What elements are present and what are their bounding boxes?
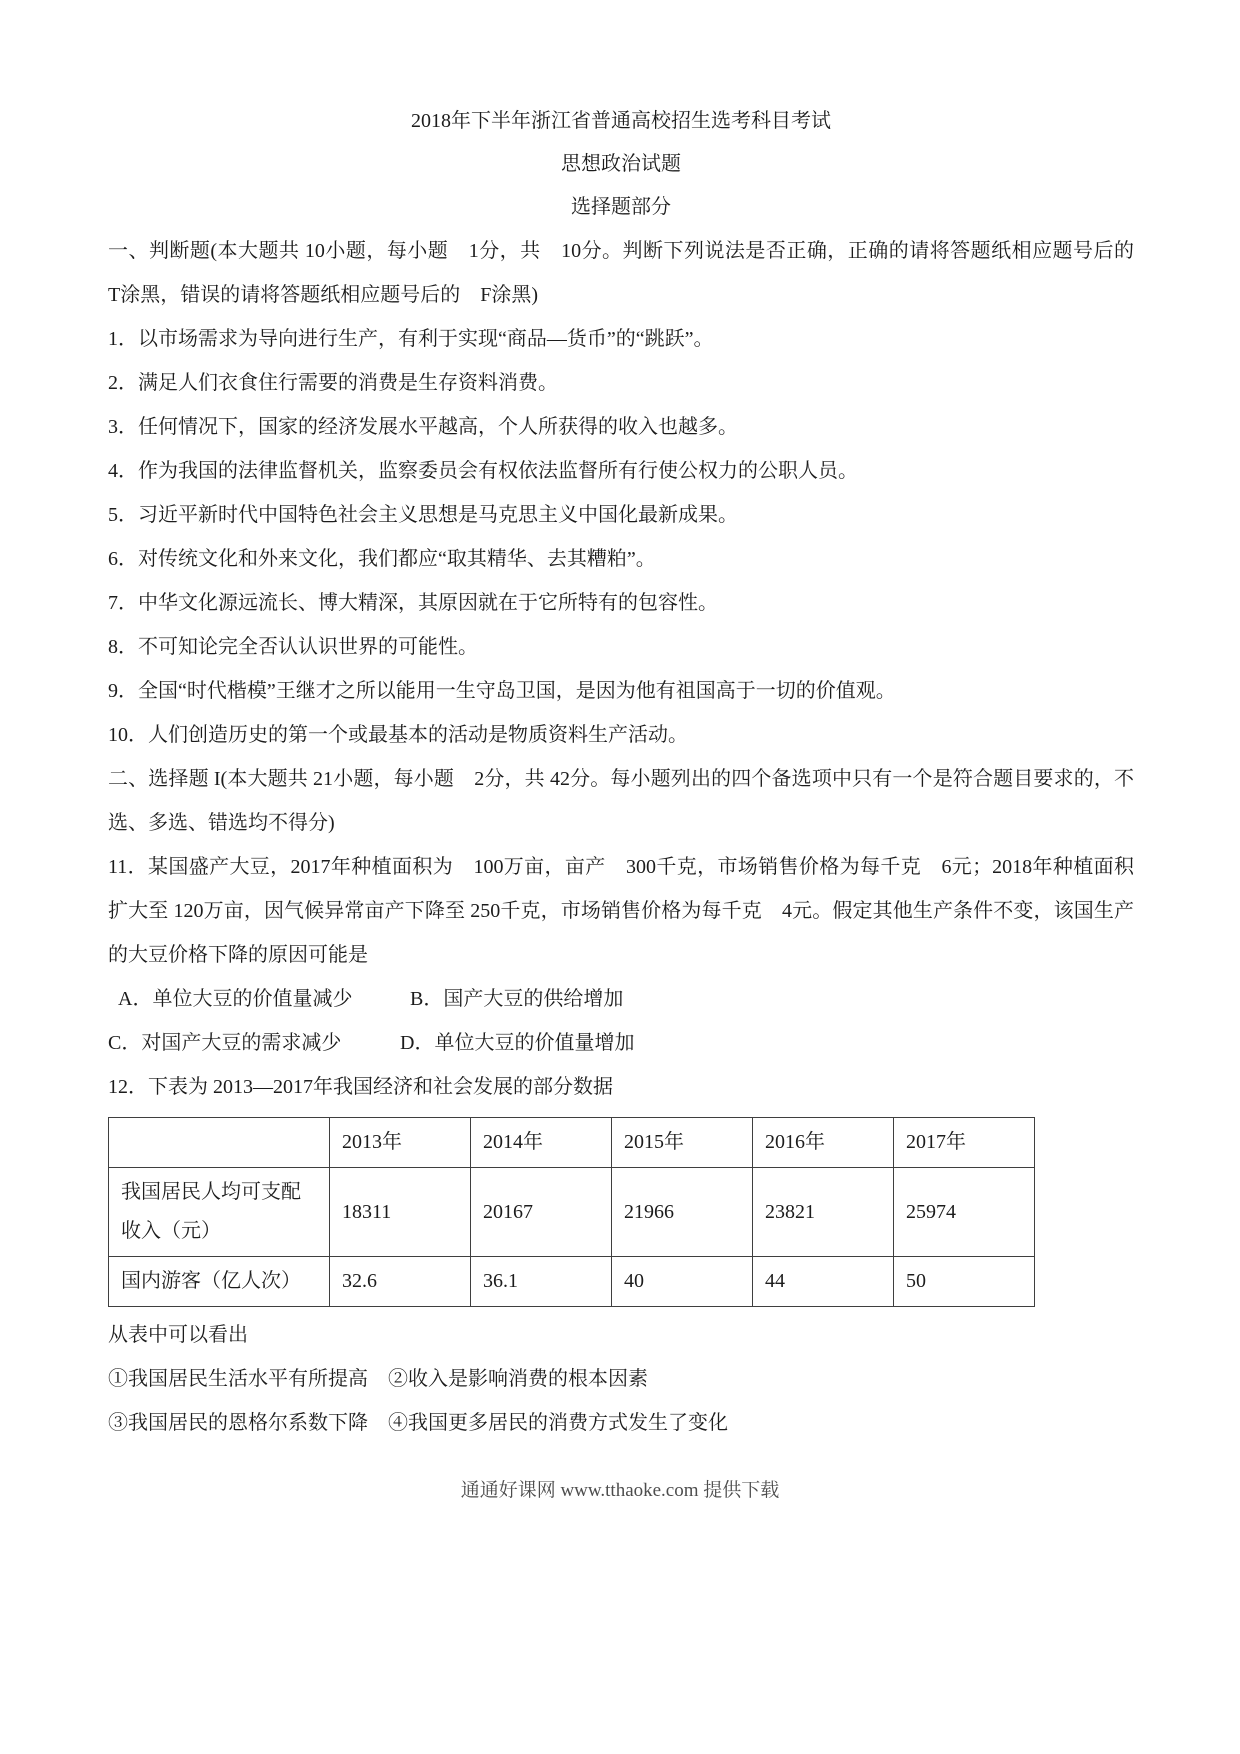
judgment-item-7: 7．中华文化源远流长、博大精深，其原因就在于它所特有的包容性。	[108, 592, 718, 614]
judgment-item-4: 4．作为我国的法律监督机关，监察委员会有权依法监督所有行使公权力的公职人员。	[108, 460, 858, 482]
q11-option-row-2	[108, 1021, 1134, 1065]
table-header-2017: 2017年	[894, 1118, 1035, 1168]
income-2017: 25974	[894, 1168, 1035, 1257]
judgment-item-5: 5．习近平新时代中国特色社会主义思想是马克思主义中国化最新成果。	[108, 504, 738, 526]
row-label-tourists: 国内游客（亿人次）	[109, 1257, 330, 1307]
judgment-item-10: 10．人们创造历史的第一个或最基本的活动是物质资料生产活动。	[108, 724, 688, 746]
q11-option-row-1	[108, 977, 1134, 1021]
part1-intro: 一、判断题(本大题共 10小题，每小题 1分，共 10分。判断下列说法是否正确，正确的请将答题纸相应题号后的 T涂黑，错误的请将答题纸相应题号后的 F涂黑)	[108, 240, 1154, 306]
table-row-income	[109, 1168, 1035, 1257]
exam-title: 2018年下半年浙江省普通高校招生选考科目考试	[411, 110, 831, 132]
q11-option-a: A．单位大豆的价值量减少	[118, 988, 353, 1010]
footer-text: 通通好课网 www.tthaoke.com 提供下载	[460, 1480, 780, 1501]
judgment-item-3: 3．任何情况下，国家的经济发展水平越高，个人所获得的收入也越多。	[108, 416, 738, 438]
judgment-item-1: 1．以市场需求为导向进行生产，有利于实现“商品—货币”的“跳跃”。	[108, 328, 714, 350]
table-header-2016: 2016年	[753, 1118, 894, 1168]
q12-note: 从表中可以看出	[108, 1324, 248, 1346]
judgment-item-8: 8．不可知论完全否认认识世界的可能性。	[108, 636, 478, 658]
income-2014: 20167	[471, 1168, 612, 1257]
table-header-2015: 2015年	[612, 1118, 753, 1168]
judgment-item-6: 6．对传统文化和外来文化，我们都应“取其精华、去其糟粕”。	[108, 548, 656, 570]
question-11: 11．某国盛产大豆，2017年种植面积为 100万亩，亩产 300千克，市场销售价格为每千克 6元；2018年种植面积扩大至 120万亩，因气候异常亩产下降至 250千克，市场销售价格为每千克 4元。假定其他生产条件不变，该国生产的大豆价格下降的原因可能是	[108, 856, 1134, 966]
tourists-2014: 36.1	[471, 1257, 612, 1307]
tourists-2015: 40	[612, 1257, 753, 1307]
section-heading: 选择题部分	[571, 196, 671, 218]
exam-subtitle: 思想政治试题	[561, 153, 681, 175]
economy-data-table	[108, 1117, 1035, 1307]
tourists-2017: 50	[894, 1257, 1035, 1307]
income-2016: 23821	[753, 1168, 894, 1257]
row-label-income: 我国居民人均可支配收入（元）	[109, 1168, 330, 1257]
table-header-2013: 2013年	[330, 1118, 471, 1168]
tourists-2013: 32.6	[330, 1257, 471, 1307]
income-2013: 18311	[330, 1168, 471, 1257]
table-header-blank	[109, 1118, 330, 1168]
table-header-row	[109, 1118, 1035, 1168]
question-12: 12．下表为 2013—2017年我国经济和社会发展的部分数据	[108, 1076, 613, 1098]
q12-option-line-2: ③我国居民的恩格尔系数下降 ④我国更多居民的消费方式发生了变化	[108, 1412, 728, 1434]
tourists-2016: 44	[753, 1257, 894, 1307]
income-2015: 21966	[612, 1168, 753, 1257]
table-header-2014: 2014年	[471, 1118, 612, 1168]
judgment-item-2: 2．满足人们衣食住行需要的消费是生存资料消费。	[108, 372, 558, 394]
q11-option-c: C．对国产大豆的需求减少	[108, 1032, 342, 1054]
q11-option-d: D．单位大豆的价值量增加	[400, 1032, 635, 1054]
table-row-tourists	[109, 1257, 1035, 1307]
q11-option-b: B．国产大豆的供给增加	[410, 988, 624, 1010]
judgment-item-9: 9．全国“时代楷模”王继才之所以能用一生守岛卫国，是因为他有祖国高于一切的价值观。	[108, 680, 896, 702]
q12-option-line-1: ①我国居民生活水平有所提高 ②收入是影响消费的根本因素	[108, 1368, 648, 1390]
part2-intro: 二、选择题 I(本大题共 21小题，每小题 2分，共 42分。每小题列出的四个备选项中只有一个是符合题目要求的，不选、多选、错选均不得分)	[108, 768, 1134, 834]
